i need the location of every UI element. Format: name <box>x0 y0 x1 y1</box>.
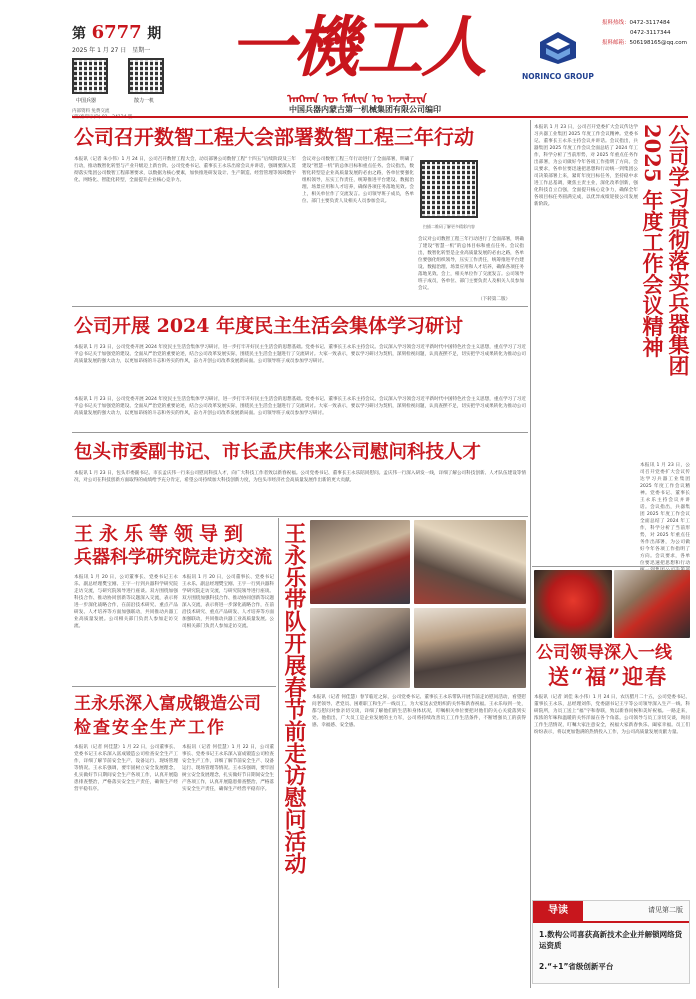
headline-democratic-life: 公司开展 2024 年度民主生活会集体学习研讨 <box>74 315 464 337</box>
article-ordnance-meeting-body: 本报讯 1 月 23 日，公司召开党委扩大会议传达学习兵器工业集团 2025 年度工作会议精神。党委书记、董事长王永乐主持会议并讲话。会议指出，兵器集团 2025 年度工作会议全面总结了 2024 年工作，科学分析了当前形势，对 2025 年重点任务作出部署，为公司做好今年各项工作指明了方向。会议要求，各单位要迅速把思想和行动统一到集团公司决策部署上来，紧盯年度目标任务，坚持稳中求进工作总基调，聚焦主责主业，深化改革创新，强化科技自立自强，全面提升核心竞争力，确保全年各项目标任务圆满完成，以优异成绩迎接公司发展新阶段。 <box>534 125 638 207</box>
headline-ordnance-meeting-line2: 2025 年度工作会议精神 <box>640 124 665 358</box>
divider-4 <box>72 686 276 687</box>
headline-academy-visit-line2: 兵器科学研究院走访交流 <box>74 547 272 568</box>
article-digital-engineering-body: 会议对公司数智工程三年行动进行了全面部署，明确了建设“智慧一机”的总体目标和重点任务。会议指出，数智化转型是企业高质量发展的必由之路，各单位要强化组织领导，压实工作责任，统筹推进平台建设、数据治理、场景应用和人才培养，确保各项任务落地见效。会上，相关单位作了交流发言。公司领导班子成员，各单位、部门主要负责人及相关人员参加会议。 <box>302 157 414 204</box>
issue-number: 第 6777 期 <box>72 22 162 43</box>
photo-visit-1 <box>310 520 410 604</box>
headline-academy-visit-line1: 王永乐等领导到 <box>74 523 250 545</box>
toc-item-2[interactable]: 2.“+1”省级创新平台 <box>539 962 614 971</box>
toc-box <box>532 900 690 984</box>
photo-visit-4 <box>414 608 526 688</box>
headline-forging-visit-line1: 王永乐深入富成锻造公司 <box>74 694 261 714</box>
photo-fu-greeting <box>614 570 690 638</box>
hotline-block: 报料热线：0472-3117484 0472-3117344 报料邮箱：506198165@qq.com <box>602 20 687 46</box>
article-ordnance-meeting-cont: 本报讯 1 月 23 日，公司召开党委扩大会议传达学习兵器工业集团 2025 年度工作会议精神。党委书记、董事长王永乐主持会议并讲话。会议指出，兵器集团 2025 年度工作会议全面总结了 2024 年工作，科学分析了当前形势，对 2025 年重点任务作出部署，为公司做好今年各项工作指明了方向。会议要求，各单位要迅速把思想和行动 <box>640 463 690 566</box>
headline-digital-engineering: 公司召开数智工程大会部署数智工程三年行动 <box>74 125 474 149</box>
headline-spring-festival-visit: 王永乐带队开展春节前走访慰问活动 <box>281 522 307 874</box>
qr-caption-right: 散力一机 <box>134 98 155 104</box>
article-mayor-visit-body: 本报讯 1 月 23 日，包头市委副书记、市长孟庆伟一行来公司慰问科技人才，向广大科技工作者致以新春祝福。公司党委书记、董事长王永乐陪同慰问。孟庆伟一行深入研发一线，详细了解公司科技创新、人才队伍建设等情况，对公司在科技创新方面取得的成绩给予充分肯定，希望公司持续加大科技创新力度，为包头市经济社会高质量发展作出新的更大贡献。 <box>74 471 526 483</box>
brand-name: NORINCO GROUP <box>522 72 594 81</box>
photo-lantern <box>534 570 612 638</box>
toc-label: 导读 <box>533 901 583 921</box>
headline-ordnance-meeting-line1: 公司学习贯彻落实兵器集团 <box>666 124 691 376</box>
publication-note: 内部资料 免费交流 <box>72 109 110 114</box>
article-fu-greeting-body: 本报讯（记者 刘佳 朱小伟）1 月 24 日，农历腊月二十五，公司党委书记、董事长王永乐，总经理刘伟，党委副书记王宇等公司领导深入生产一线、科研院所，为员工送上“福”字和春联，致以新春问候和美好祝福。一路走来，浓浓的年味和温暖的关怀洋溢在各个角落。公司领导与员工亲切交谈，询问工作生活情况，叮嘱大家注意安全，祝福大家新春快乐、阖家幸福。员工们纷纷表示，将以更加饱满的热情投入工作，为公司高质量发展贡献力量。 <box>534 695 690 735</box>
article-qr-code <box>420 160 478 218</box>
photo-visit-2 <box>414 520 526 604</box>
qr-code-left <box>72 58 108 94</box>
qr-note: 扫描二维码了解更多精彩内容 <box>423 224 475 229</box>
article-academy-visit-body: 本报讯 1 月 20 日，公司董事长、党委书记王永乐、副总经理樊宝刚、王宇一行到兵器科学研究院走访交流，与研究院领导进行座谈。双方围绕加强科技合作、推动协同创新等议题深入交流，表示将进一步深化战略合作，在前沿技术研究、重点产品研发、人才培养等方面加强联动，共同推动兵器工业高质量发展。公司相关部门负责人参加走访交流。 <box>74 575 178 629</box>
divider-3 <box>72 516 528 517</box>
publisher-subtitle: 中国兵器内蒙古第一机械集团有限公司编印 <box>289 105 441 114</box>
headline-mayor-visit: 包头市委副书记、市长孟庆伟来公司慰问科技人才 <box>74 442 482 463</box>
photo-visit-3 <box>310 608 410 688</box>
masthead-rule <box>72 116 688 118</box>
headline-fu-greeting-line2: 送“福”迎春 <box>548 664 669 689</box>
article-digital-engineering-cont: 会议对公司数智工程三年行动进行了全面部署，明确了建设“智慧一机”的总体目标和重点任务。会议指出，数智化转型是企业高质量发展的必由之路，各单位要强化组织领导，压实工作责任，统筹推进平台建设、数据治理、场景应用和人才培养，确保各项任务落地见效。会上，相关单位作了交流发言。公司领导班子成员，各单位、部门主要负责人及相关人员参加会议。 <box>418 237 524 291</box>
article-forging-visit-body-2: 本报讯（记者 何佳慧）1 月 22 日，公司董事长、党委书记王永乐深入富成锻造公司检查安全生产工作，详细了解节前安全生产、设备运行、现场管理等情况。王永乐强调，要牢固树立安全发展理念，扎实做好节日期间安全生产各项工作，认真开展隐患排查整治，严格落实安全生产责任，确保生产经营平稳有序。 <box>182 745 274 792</box>
mongolian-title: ᠠᠩᠬᠠᠨ ᠦ ᠮᠠᠰᠢᠨ ᠤ ᠠᠵᠢᠯᠴᠢᠨ <box>287 92 427 106</box>
divider-vertical-2 <box>530 120 531 988</box>
qr-caption-left: 中国兵器 <box>76 98 97 104</box>
divider-5 <box>532 566 690 567</box>
article-democratic-life-cont: 本报讯 1 月 23 日，公司党委开展 2024 年度民主生活会集体学习研讨，进一步打牢开好民主生活会的思想基础。党委书记、董事长王永乐主持会议。会议深入学习领会习近平新时代中国特色社会主义思想，重点学习了习近平总书记关于加强党的建设、全面从严治党的重要论述，结合公司改革发展实际，围绕民主生活会主题进行了交流研讨。大家一致表示，要以学习研讨为契机，深刻检视问题，认真查摆不足，切实把学习成果转化为推动公司高质量发展的强大动力，以更加昂扬的斗志和务实的作风，奋力开创公司改革发展新局面。公司领导班子成员参加学习研讨。 <box>74 397 526 416</box>
toc-item-1[interactable]: 1.数构公司喜获高新技术企业并解锁网络货运资质 <box>539 930 683 950</box>
divider-vertical-1 <box>278 518 279 988</box>
headline-forging-visit-line2: 检查安全生产工作 <box>74 718 226 738</box>
issue-date: 2025 年 1 月 27 日 星期一 <box>72 47 151 54</box>
headline-fu-greeting-line1: 公司领导深入一线 <box>536 643 672 663</box>
article-spring-festival-body: 本报讯（记者 何佳慧）春节临近之际，公司党委书记、董事长王永乐带队开展节前走访慰问活动，看望慰问老领导、老党员、困难职工和生产一线员工，为大家送去党组织的关怀和新春祝福。王永乐每到一处，都与慰问对象亲切交谈，详细了解他们的生活和身体状况，叮嘱相关单位要把对他们的关心关爱落到实处。他指出，广大员工是企业发展的主力军，公司将持续改善员工工作生活条件，不断增强员工的获得感、幸福感、安全感。 <box>312 695 526 728</box>
norinco-logo <box>538 30 578 66</box>
article-digital-engineering-lead: 本报讯（记者 朱小伟）1 月 24 日，公司召开数智工程大会，动员部署公司数智工程“十四五”后续阶段及三年行动，推动数智化转型与产业升级迈上新台阶。公司党委书记、董事长王永乐出席会议并讲话，强调要深入贯彻落实集团公司数智工程部署要求，以数据为核心要素，加快推进研发设计、生产制造、经营管理等领域数字化、网络化、智能化转型，全面提升企业核心竞争力。 <box>74 157 296 183</box>
divider-2 <box>72 432 528 433</box>
norinco-emblem-icon <box>538 30 578 66</box>
article-democratic-life-body: 本报讯 1 月 23 日，公司党委开展 2024 年度民主生活会集体学习研讨，进一步打牢开好民主生活会的思想基础。党委书记、董事长王永乐主持会议。会议深入学习领会习近平新时代中国特色社会主义思想，重点学习了习近平总书记关于加强党的建设、全面从严治党的重要论述，结合公司改革发展实际，围绕民主生活会主题进行了交流研讨。大家一致表示，要以学习研讨为契机，深刻检视问题，认真查摆不足，切实把学习成果转化为推动公司高质量发展的强大动力，以更加昂扬的斗志和务实的作风，奋力开创公司改革发展新局面。公司领导班子成员参加学习研讨。 <box>74 345 526 364</box>
divider-1 <box>72 306 528 307</box>
qr-code-right <box>128 58 164 94</box>
toc-rule <box>533 921 689 923</box>
article-academy-visit-body-2: 本报讯 1 月 20 日，公司董事长、党委书记王永乐、副总经理樊宝刚、王宇一行到兵器科学研究院走访交流，与研究院领导进行座谈。双方围绕加强科技合作、推动协同创新等议题深入交流，表示将进一步深化战略合作，在前沿技术研究、重点产品研发、人才培养等方面加强联动，共同推动兵器工业高质量发展。公司相关部门负责人参加走访交流。 <box>182 575 274 629</box>
newspaper-title: 一機工人 <box>229 8 485 86</box>
continued-note: （下转第二版） <box>478 297 511 302</box>
article-forging-visit-body: 本报讯（记者 何佳慧）1 月 22 日，公司董事长、党委书记王永乐深入富成锻造公司检查安全生产工作，详细了解节前安全生产、设备运行、现场管理等情况。王永乐强调，要牢固树立安全发展理念，扎实做好节日期间安全生产各项工作，认真开展隐患排查整治，严格落实安全生产责任，确保生产经营平稳有序。 <box>74 745 178 792</box>
toc-see-page: 请见第二版 <box>648 906 683 914</box>
